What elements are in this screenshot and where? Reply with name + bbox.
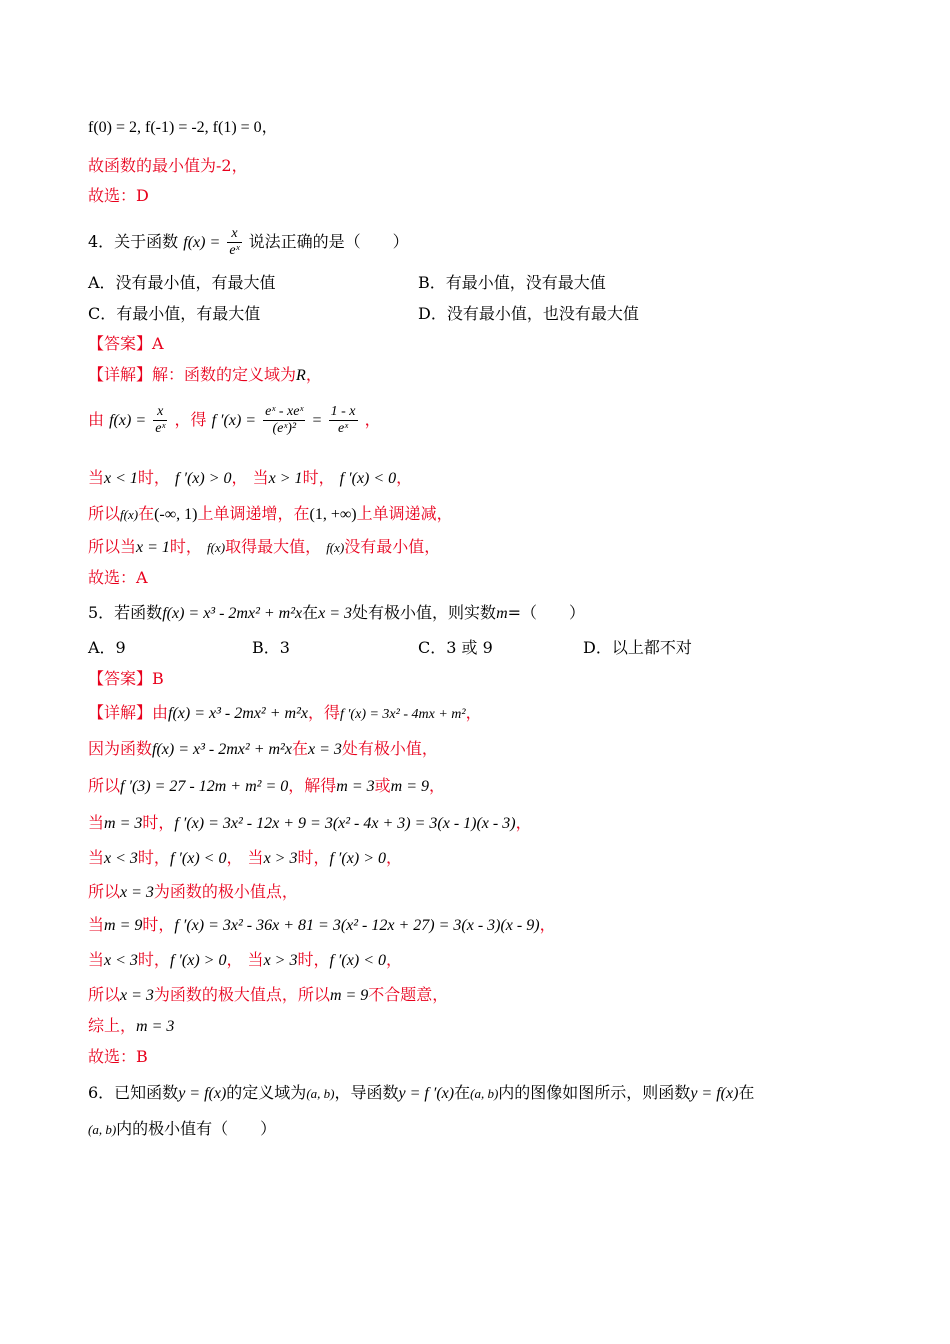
q4-option-d: D．没有最小值，也没有最大值 (418, 304, 639, 323)
prev-values-line: f(0) = 2, f(-1) = -2, f(1) = 0， (88, 119, 278, 136)
q4-option-b: B．有最小值，没有最大值 (418, 273, 606, 292)
q5-answer: 【答案】B (88, 669, 164, 688)
q4-sign-line: 当x < 1时， f ′(x) > 0， 当x > 1时， f ′(x) < 0， (88, 468, 413, 487)
q5-summary: 综上，m = 3 (88, 1016, 175, 1035)
q4-option-c: C．有最小值，有最大值 (88, 304, 261, 323)
q5-detail-line6: 所以x = 3为函数的极小值点， (88, 882, 298, 901)
q5-detail-line8: 当x < 3时，f ′(x) > 0， 当x > 3时，f ′(x) < 0， (88, 950, 402, 969)
q6-stem-line1: 6．已知函数y = f(x)的定义域为(a, b)，导函数y = f ′(x)在(a, b)内的图像如图所示，则函数y = f(x)在 (88, 1083, 755, 1102)
q5-detail-line4: 当m = 3时，f ′(x) = 3x² - 12x + 9 = 3(x² - 4x + 3) = 3(x - 1)(x - 3)， (88, 813, 532, 832)
q5-choice: 故选：B (88, 1047, 148, 1066)
q6-stem-line2: (a, b)内的极小值有（ ） (88, 1119, 277, 1138)
q4-choice: 故选：A (88, 568, 148, 587)
q5-detail-line5: 当x < 3时，f ′(x) < 0， 当x > 3时，f ′(x) > 0， (88, 848, 402, 867)
q4-stem-fraction: $\frac{x}{\text{eˣ}}$ (229, 226, 240, 258)
q5-detail-line2: 因为函数f(x) = x³ - 2mx² + m²x在x = 3处有极小值， (88, 739, 438, 758)
q4-answer: 【答案】A (88, 334, 164, 353)
q4-stem: 4．关于函数 f(x) = $\frac{x}{\text{eˣ}}$ 说法正确的是（ ） (88, 226, 409, 258)
q5-option-a: A．9 (88, 638, 126, 657)
q4-monotonic-line: 所以f(x)在(-∞, 1)上单调递增，在(1, +∞)上单调递减， (88, 504, 453, 523)
q4-detail-intro: 【详解】解：函数的定义域为R， (88, 365, 322, 384)
q5-stem: 5．若函数f(x) = x³ - 2mx² + m²x在x = 3处有极小值，则实数m=（ ） (88, 603, 586, 622)
q5-detail-line9: 所以x = 3为函数的极大值点，所以m = 9不合题意， (88, 985, 449, 1004)
q4-option-a: A．没有最小值，有最大值 (88, 273, 276, 292)
q4-derivative-line: 由 f(x) = $\frac{x}{\text{eˣ}}$ ，得 f ′(x) = $\frac{\text{eˣ - xeˣ}}{\text{(eˣ)²}}$ = $\frac{1 - x}{\text{eˣ}}$ ， (88, 404, 381, 436)
q5-detail-line7: 当m = 9时，f ′(x) = 3x² - 36x + 81 = 3(x² - 12x + 27) = 3(x - 3)(x - 9)， (88, 915, 556, 934)
q5-detail-line1: 【详解】由f(x) = x³ - 2mx² + m²x，得f ′(x) = 3x² - 4mx + m²， (88, 703, 482, 722)
q4-conclusion-line: 所以当x = 1时， f(x)取得最大值， f(x)没有最小值， (88, 537, 441, 556)
q5-option-b: B．3 (252, 638, 290, 657)
prev-min-value: 故函数的最小值为-2， (88, 156, 248, 175)
prev-choice: 故选：D (88, 186, 149, 205)
q5-detail-line3: 所以f ′(3) = 27 - 12m + m² = 0，解得m = 3或m = 9， (88, 776, 446, 795)
q5-option-d: D．以上都不对 (583, 638, 692, 657)
q5-option-c: C．3 或 9 (418, 638, 493, 657)
